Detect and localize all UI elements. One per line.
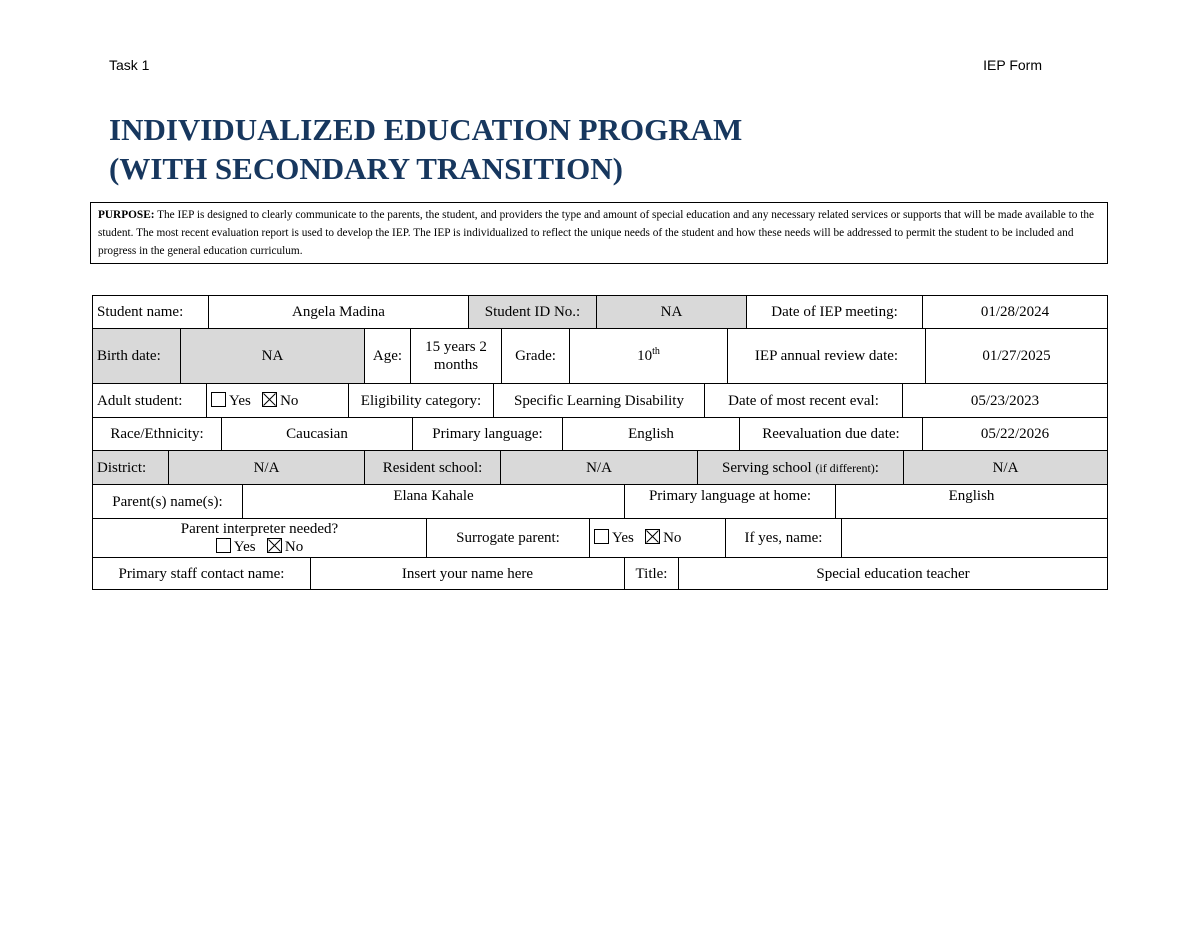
- primary-language-value[interactable]: English: [563, 418, 740, 451]
- header-left: Task 1: [109, 57, 150, 73]
- district-label: District:: [93, 451, 169, 485]
- annual-review-value[interactable]: 01/27/2025: [926, 329, 1108, 384]
- adult-student-no-label: No: [280, 392, 299, 409]
- row-district: [92, 450, 1108, 485]
- staff-title-value[interactable]: Special education teacher: [679, 558, 1108, 590]
- adult-student-label: Adult student:: [93, 384, 207, 418]
- student-id-value[interactable]: NA: [597, 296, 747, 329]
- resident-school-label: Resident school:: [365, 451, 501, 485]
- student-id-label: Student ID No.:: [469, 296, 597, 329]
- grade-suffix: th: [652, 346, 660, 357]
- serving-school-value[interactable]: N/A: [904, 451, 1108, 485]
- serving-school-note: (if different): [815, 460, 875, 475]
- interpreter-no-label: No: [284, 539, 304, 555]
- iep-meeting-value[interactable]: 01/28/2024: [923, 296, 1108, 329]
- document-title-line1: INDIVIDUALIZED EDUCATION PROGRAM: [109, 112, 743, 147]
- staff-title-label: Title:: [625, 558, 679, 590]
- surrogate-yes-checkbox[interactable]: [594, 529, 609, 544]
- recent-eval-label: Date of most recent eval:: [705, 384, 903, 418]
- reeval-label: Reevaluation due date:: [740, 418, 923, 451]
- adult-student-yes-label: Yes: [229, 392, 251, 409]
- serving-school-label: [698, 451, 904, 485]
- adult-student-yes-checkbox[interactable]: [211, 392, 226, 407]
- row-adult-student: [92, 383, 1108, 418]
- interpreter-options: [97, 538, 422, 556]
- if-yes-name-label: If yes, name:: [726, 519, 842, 558]
- recent-eval-value[interactable]: 05/23/2023: [903, 384, 1108, 418]
- district-value[interactable]: N/A: [169, 451, 365, 485]
- interpreter-cell: [93, 519, 427, 558]
- staff-contact-label: Primary staff contact name:: [93, 558, 311, 590]
- resident-school-value[interactable]: N/A: [501, 451, 698, 485]
- purpose-box: [90, 202, 1108, 264]
- home-language-label: Primary language at home:: [625, 485, 836, 519]
- interpreter-no-checkbox[interactable]: [267, 538, 282, 553]
- row-student: [92, 295, 1108, 329]
- row-race: [92, 417, 1108, 451]
- parent-name-label: Parent(s) name(s):: [93, 485, 243, 519]
- serving-school-label-text: Serving school: [722, 459, 816, 476]
- student-name-value[interactable]: Angela Madina: [209, 296, 469, 329]
- age-value[interactable]: [411, 329, 502, 384]
- surrogate-no-label: No: [663, 530, 682, 546]
- age-label: Age:: [365, 329, 411, 384]
- birth-date-value[interactable]: NA: [181, 329, 365, 384]
- row-interpreter: [92, 518, 1108, 558]
- surrogate-yes-label: Yes: [612, 530, 634, 546]
- primary-language-label: Primary language:: [413, 418, 563, 451]
- adult-student-no-checkbox[interactable]: [262, 392, 277, 407]
- age-line2: months: [433, 357, 479, 373]
- serving-school-colon: :: [874, 459, 879, 476]
- age-line1: 15 years 2: [425, 339, 487, 355]
- eligibility-label: Eligibility category:: [349, 384, 494, 418]
- interpreter-yes-checkbox[interactable]: [216, 538, 231, 553]
- annual-review-label: IEP annual review date:: [728, 329, 926, 384]
- grade-value[interactable]: [570, 329, 728, 384]
- parent-name-value[interactable]: Elana Kahale: [243, 485, 625, 519]
- if-yes-name-value[interactable]: [842, 519, 1108, 558]
- surrogate-label: Surrogate parent:: [427, 519, 590, 558]
- grade-number: 10: [637, 348, 653, 364]
- iep-meeting-label: Date of IEP meeting:: [747, 296, 923, 329]
- race-value[interactable]: Caucasian: [222, 418, 413, 451]
- grade-label: Grade:: [502, 329, 570, 384]
- purpose-label: PURPOSE:: [98, 209, 155, 221]
- adult-student-options: [207, 384, 349, 418]
- staff-contact-value[interactable]: Insert your name here: [311, 558, 625, 590]
- purpose-text: The IEP is designed to clearly communicate to the parents, the student, and providers the type and amount of special education and any necessary related services or supports that will be made available to the student. The most recent evaluation report is used to develop the IEP. The IEP is individualized to reflect the unique needs of the student and how these needs will be addressed to permit the student to be included and progress in the general education curriculum.: [98, 209, 1095, 257]
- document-title-line2: (WITH SECONDARY TRANSITION): [109, 151, 623, 186]
- birth-date-label: Birth date:: [93, 329, 181, 384]
- eligibility-value[interactable]: Specific Learning Disability: [494, 384, 705, 418]
- home-language-value[interactable]: English: [836, 485, 1108, 519]
- surrogate-no-checkbox[interactable]: [645, 529, 660, 544]
- row-birth: [92, 328, 1108, 384]
- header-right: IEP Form: [983, 57, 1042, 73]
- student-name-label: Student name:: [93, 296, 209, 329]
- row-staff-contact: [92, 557, 1108, 590]
- surrogate-options: [590, 519, 726, 558]
- row-parent: [92, 484, 1108, 519]
- race-label: Race/Ethnicity:: [93, 418, 222, 451]
- reeval-value[interactable]: 05/22/2026: [923, 418, 1108, 451]
- interpreter-yes-label: Yes: [233, 539, 256, 555]
- interpreter-label: Parent interpreter needed?: [180, 521, 339, 537]
